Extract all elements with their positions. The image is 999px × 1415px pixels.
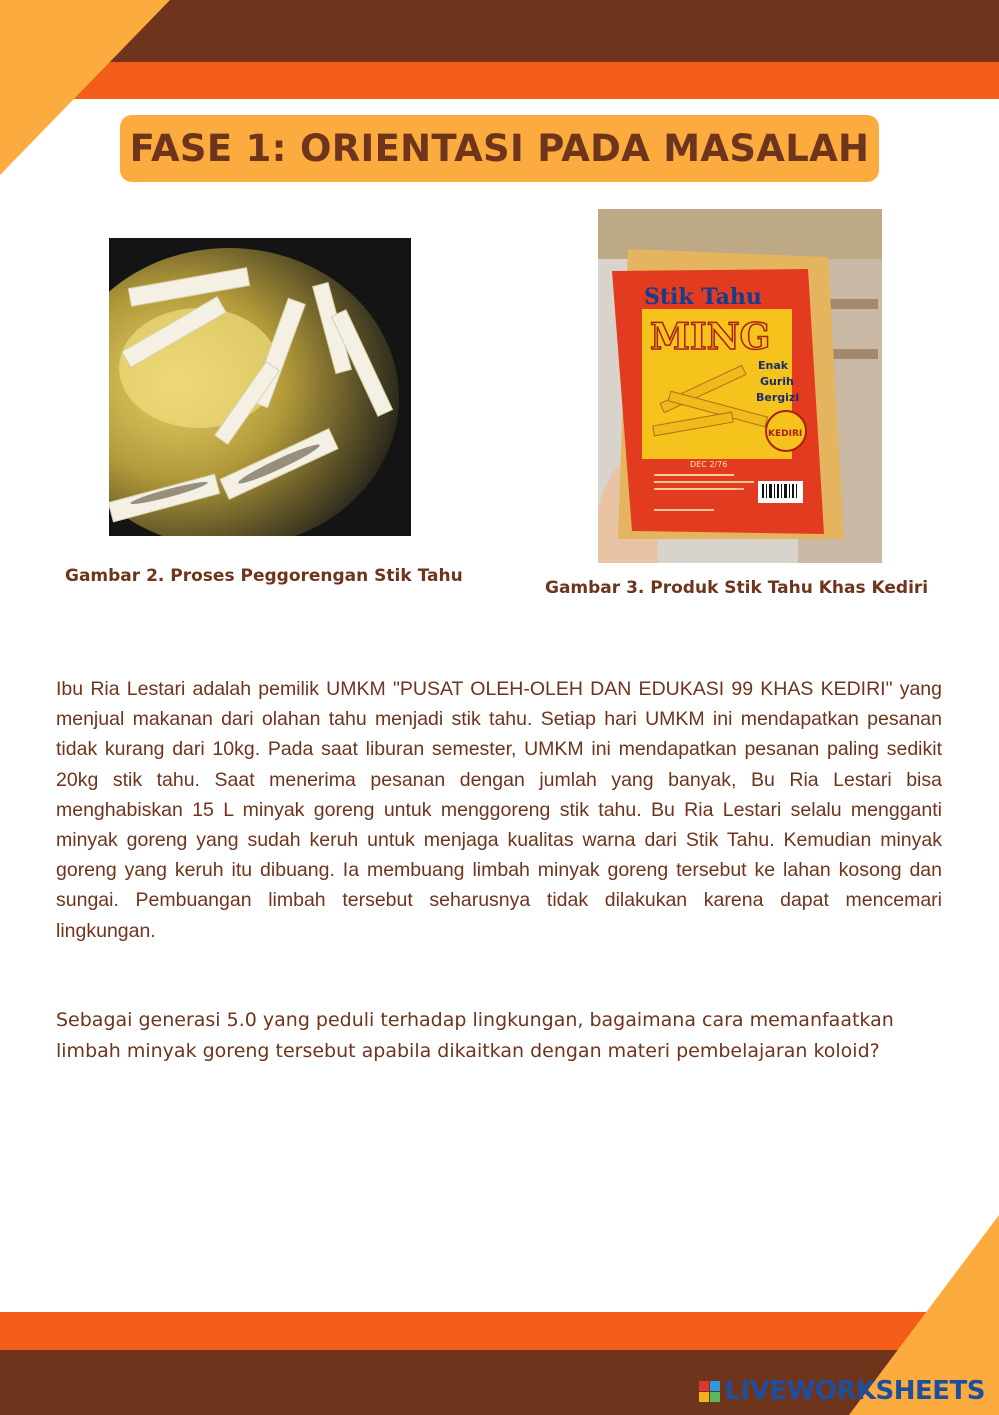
package-tagline-3: Bergizi [756, 391, 800, 404]
figure-3-caption: Gambar 3. Produk Stik Tahu Khas Kediri [545, 578, 929, 598]
problem-paragraph: Ibu Ria Lestari adalah pemilik UMKM "PUSAT OLEH-OLEH DAN EDUKASI 99 KHAS KEDIRI" yang menjual makanan dari olahan tahu menjadi stik tahu. Setiap hari UMKM ini mendapatkan pesanan tidak kurang dari 10kg. Pada saat liburan semester, UMKM ini mendapatkan pesanan paling sedikit 20kg stik tahu. Saat menerima pesanan dengan jumlah yang banyak, Bu Ria Lestari bisa menghabiskan 15 L minyak goreng untuk menggoreng stik tahu. Bu Ria Lestari selalu mengganti minyak goreng yang sudah keruh untuk menjaga kualitas warna dari Stik Tahu. Kemudian minyak goreng yang keruh itu dibuang. Ia membuang limbah minyak goreng tersebut ke lahan kosong dan sungai. Pembuangan limbah tersebut seharusnya tidak dilakukan karena dapat mencemari lingkungan. [56, 678, 942, 942]
figure-2-caption: Gambar 2. Proses Peggorengan Stik Tahu [65, 566, 463, 586]
liveworksheets-brand[interactable] [699, 1376, 985, 1406]
package-tagline-2: Gurih [760, 375, 794, 388]
package-tagline-1: Enak [758, 359, 789, 372]
package-brand-name: MING [650, 316, 771, 358]
package-brand-line: Stik Tahu [644, 284, 762, 310]
title-banner [120, 115, 879, 182]
package-origin: KEDIRI [768, 429, 803, 439]
page-title: FASE 1: ORIENTASI PADA MASALAH [129, 127, 870, 170]
package-date: DEC 2/76 [690, 460, 728, 469]
liveworksheets-logo-icon [699, 1381, 720, 1402]
stik-tahu-package-photo [598, 209, 882, 563]
brand-name: LIVEWORKSHEETS [724, 1376, 985, 1406]
question-paragraph: Sebagai generasi 5.0 yang peduli terhadap lingkungan, bagaimana cara memanfaatkan limbah minyak goreng tersebut apabila dikaitkan dengan materi pembelajaran koloid? [56, 1009, 894, 1062]
frying-tofu-photo [109, 238, 411, 536]
